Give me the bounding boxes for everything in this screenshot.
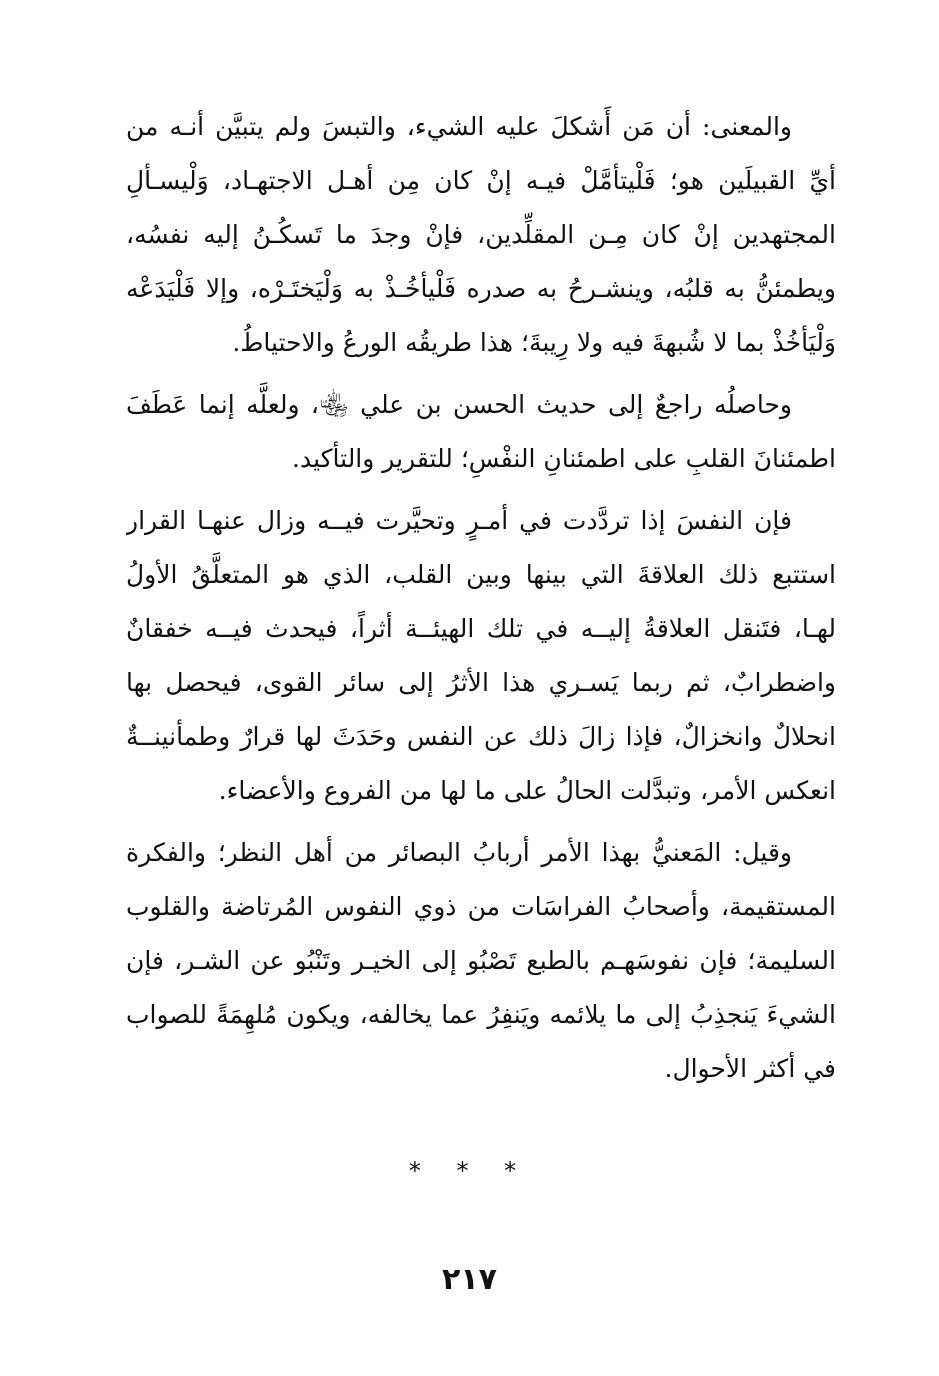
text-line: استتبع ذلك العلاقةَ التي بينها وبين القلب، الذي هو المتعلَّقُ الأولُ [126, 560, 836, 589]
paragraph [126, 100, 836, 370]
paragraph [126, 494, 836, 818]
text-line: لهـا، فتَنقل العلاقةُ إليــه في تلك الهيئــة أثراً، فيحدث فيــه خفقانٌ [126, 614, 836, 643]
body-text [126, 100, 836, 1096]
text-line: في أكثر الأحوال. [664, 1054, 836, 1083]
text-line: وحاصلُه راجعٌ إلى حديث الحسن بن علي ﵄، ولعلَّه إنما عَطَفَ [126, 390, 792, 419]
text-line: فإن النفسَ إذا تردَّدت في أمـرٍ وتحيَّرت فيــه وزال عنهـا القرار [126, 506, 792, 535]
text-line: ويطمئنُّ به قلبُه، وينشـرحُ به صدره فَلْيأخُـذْ به وَلْيَختَـرْه، وإلا فَلْيَدَعْه [126, 274, 836, 303]
page-number: ٢١٧ [442, 1262, 497, 1297]
text-line: المجتهدين إنْ كان مِـن المقلِّدين، فإنْ وجدَ ما تَسكُـنُ إليه نفسُه، [126, 220, 836, 249]
text-line: انحلالٌ وانخزالٌ، فإذا زالَ ذلك عن النفس وحَدَثَ لها قرارٌ وطمأنينــةٌ [126, 722, 836, 751]
text-line: أيِّ القبيلَين هو؛ فَلْيتأمَّلْ فيـه إنْ كان مِن أهـل الاجتهـاد، وَلْيسـألِ [126, 166, 836, 195]
text-line: السليمة؛ فإن نفوسَهـم بالطبع تَصْبُو إلى الخيـر وتَنْبُو عن الشـر، فإن [126, 946, 836, 975]
text-line: الشيءَ يَنجذِبُ إلى ما يلائمه ويَنفِرُ عما يخالفه، ويكون مُلهِمَةً للصواب [126, 1000, 836, 1029]
text-line: واضطرابٌ، ثم ربما يَسـري هذا الأثرُ إلى سائر القوى، فيحصل بها [126, 668, 836, 697]
text-line: اطمئنانَ القلبِ على اطمئنانِ النفْسِ؛ للتقرير والتأكيد. [292, 444, 836, 473]
text-line: وَلْيَأخُذْ بما لا شُبهةَ فيه ولا رِيبةَ؛ هذا طريقُه الورعُ والاحتياطُ. [232, 328, 836, 357]
paragraph [126, 378, 836, 486]
section-separator: * * * [408, 1157, 531, 1185]
text-line: المستقيمة، وأصحابُ الفراسَات من ذوي النفوس المُرتاضة والقلوب [126, 892, 836, 921]
text-line: وقيل: المَعنيُّ بهذا الأمر أربابُ البصائر من أهل النظر؛ والفكرة [126, 838, 792, 867]
text-line: انعكس الأمر، وتبدَّلت الحالُ على ما لها من الفروع والأعضاء. [218, 776, 836, 805]
paragraph [126, 826, 836, 1096]
text-line: والمعنى: أن مَن أَشكلَ عليه الشيء، والتبسَ ولم يتبيَّن أنـه من [126, 112, 792, 141]
